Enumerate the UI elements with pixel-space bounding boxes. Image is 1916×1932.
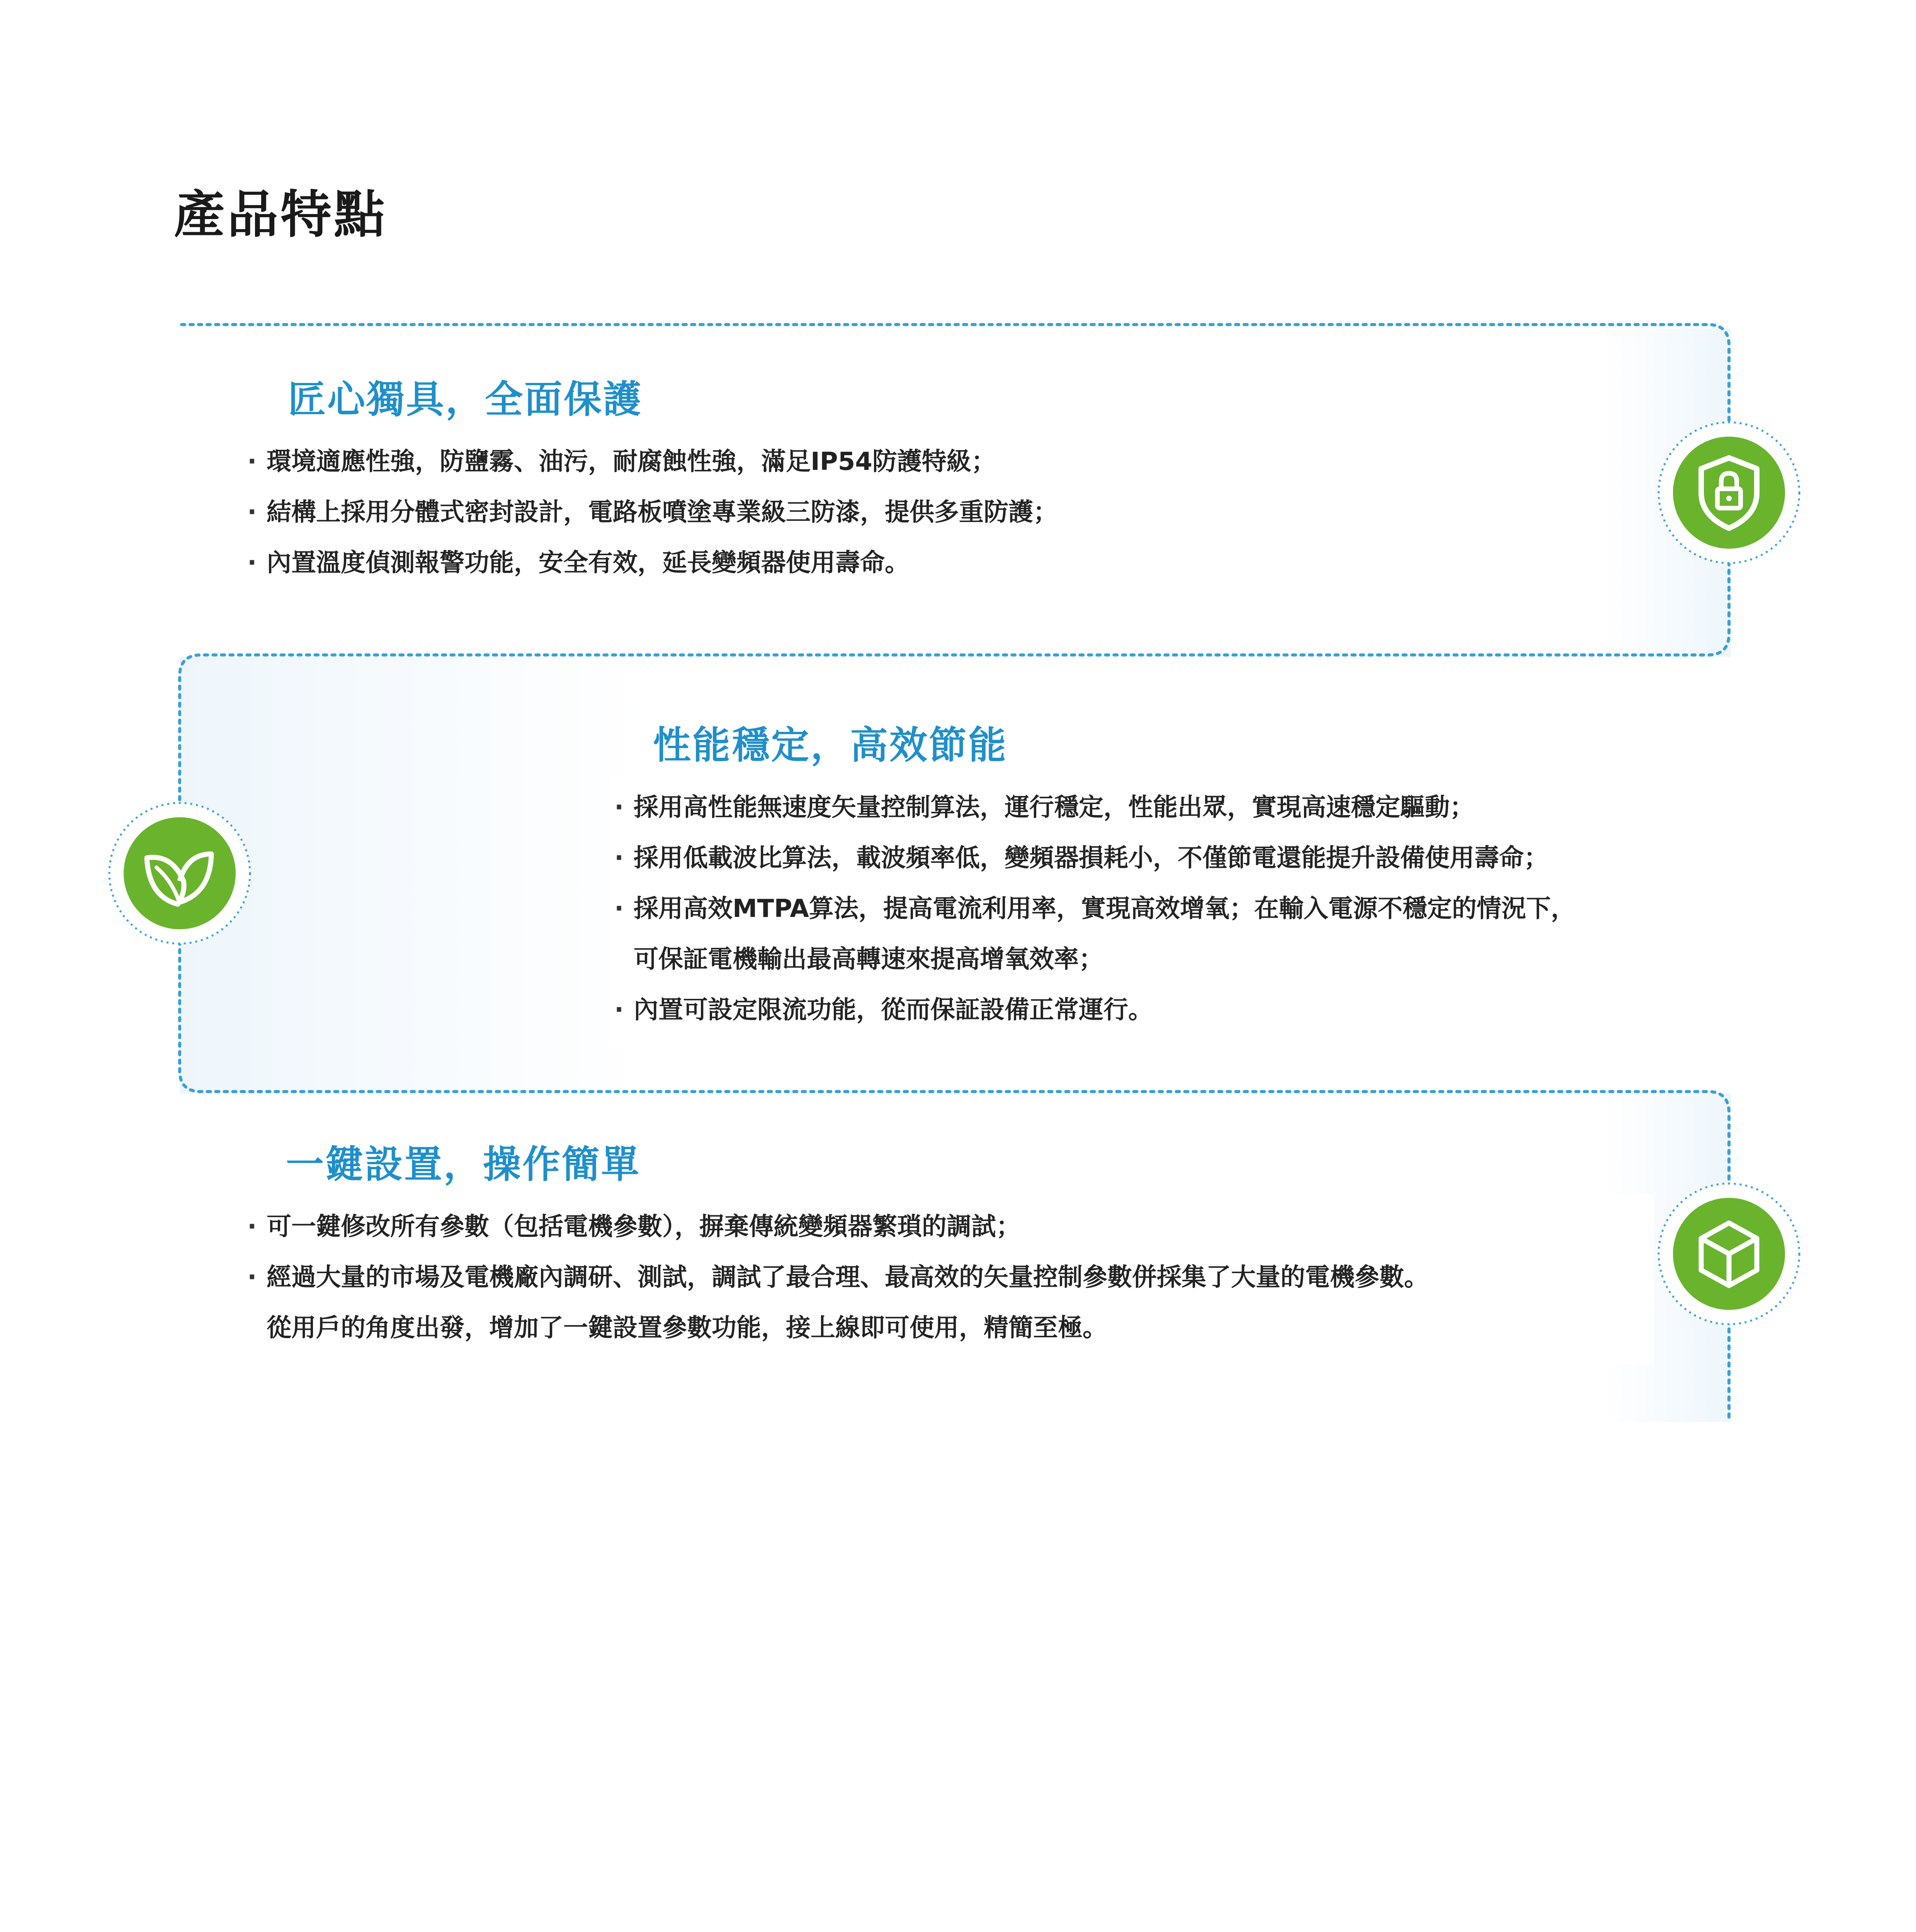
- bullet-list: [247, 1202, 1429, 1354]
- list-item: · 採用高效MTPA算法，提高電流利用率，實現高效增氧；在輸入電源不穩定的情況下，: [614, 895, 1576, 923]
- section-heading: 一鍵設置，操作簡單: [286, 1143, 641, 1187]
- bullet-list: [614, 782, 1576, 1036]
- bullet-list: [247, 437, 1058, 588]
- list-item: 可保証電機輸出最高轉速來提高增氧效率；: [634, 945, 1103, 974]
- section-heading: 匠心獨具，全面保護: [288, 378, 643, 422]
- list-item: · 採用低載波比算法，載波頻率低，變頻器損耗小，不僅節電還能提升設備使用壽命；: [614, 844, 1549, 872]
- list-item: · 結構上採用分體式密封設計，電路板噴塗專業級三防漆，提供多重防護；: [247, 498, 1058, 527]
- leaf-icon: [106, 800, 253, 947]
- list-item: · 環境適應性強，防鹽霧、油污，耐腐蝕性強，滿足IP54防護特級；: [247, 447, 996, 476]
- cube-icon: [1656, 1180, 1802, 1327]
- list-item: · 經過大量的市場及電機廠內調研、測試，調試了最合理、最高效的矢量控制參數併採集了大量的電機參數。: [247, 1263, 1429, 1292]
- list-item: · 採用高性能無速度矢量控制算法，運行穩定，性能出眾，實現高速穩定驅動；: [614, 793, 1474, 822]
- section-heading: 性能穩定，高效節能: [653, 723, 1008, 767]
- list-item: · 內置可設定限流功能，從而保証設備正常運行。: [614, 996, 1153, 1024]
- shield-lock-icon: [1656, 419, 1802, 566]
- list-item: 從用戶的角度出發，增加了一鍵設置參數功能，接上線即可使用，精簡至極。: [267, 1314, 1107, 1342]
- list-item: · 可一鍵修改所有參數（包括電機參數），摒棄傳統變頻器繁瑣的調試；: [247, 1213, 1021, 1241]
- page-title: 產品特點: [174, 185, 387, 245]
- list-item: · 內置溫度偵測報警功能，安全有效，延長變頻器使用壽命。: [247, 549, 910, 577]
